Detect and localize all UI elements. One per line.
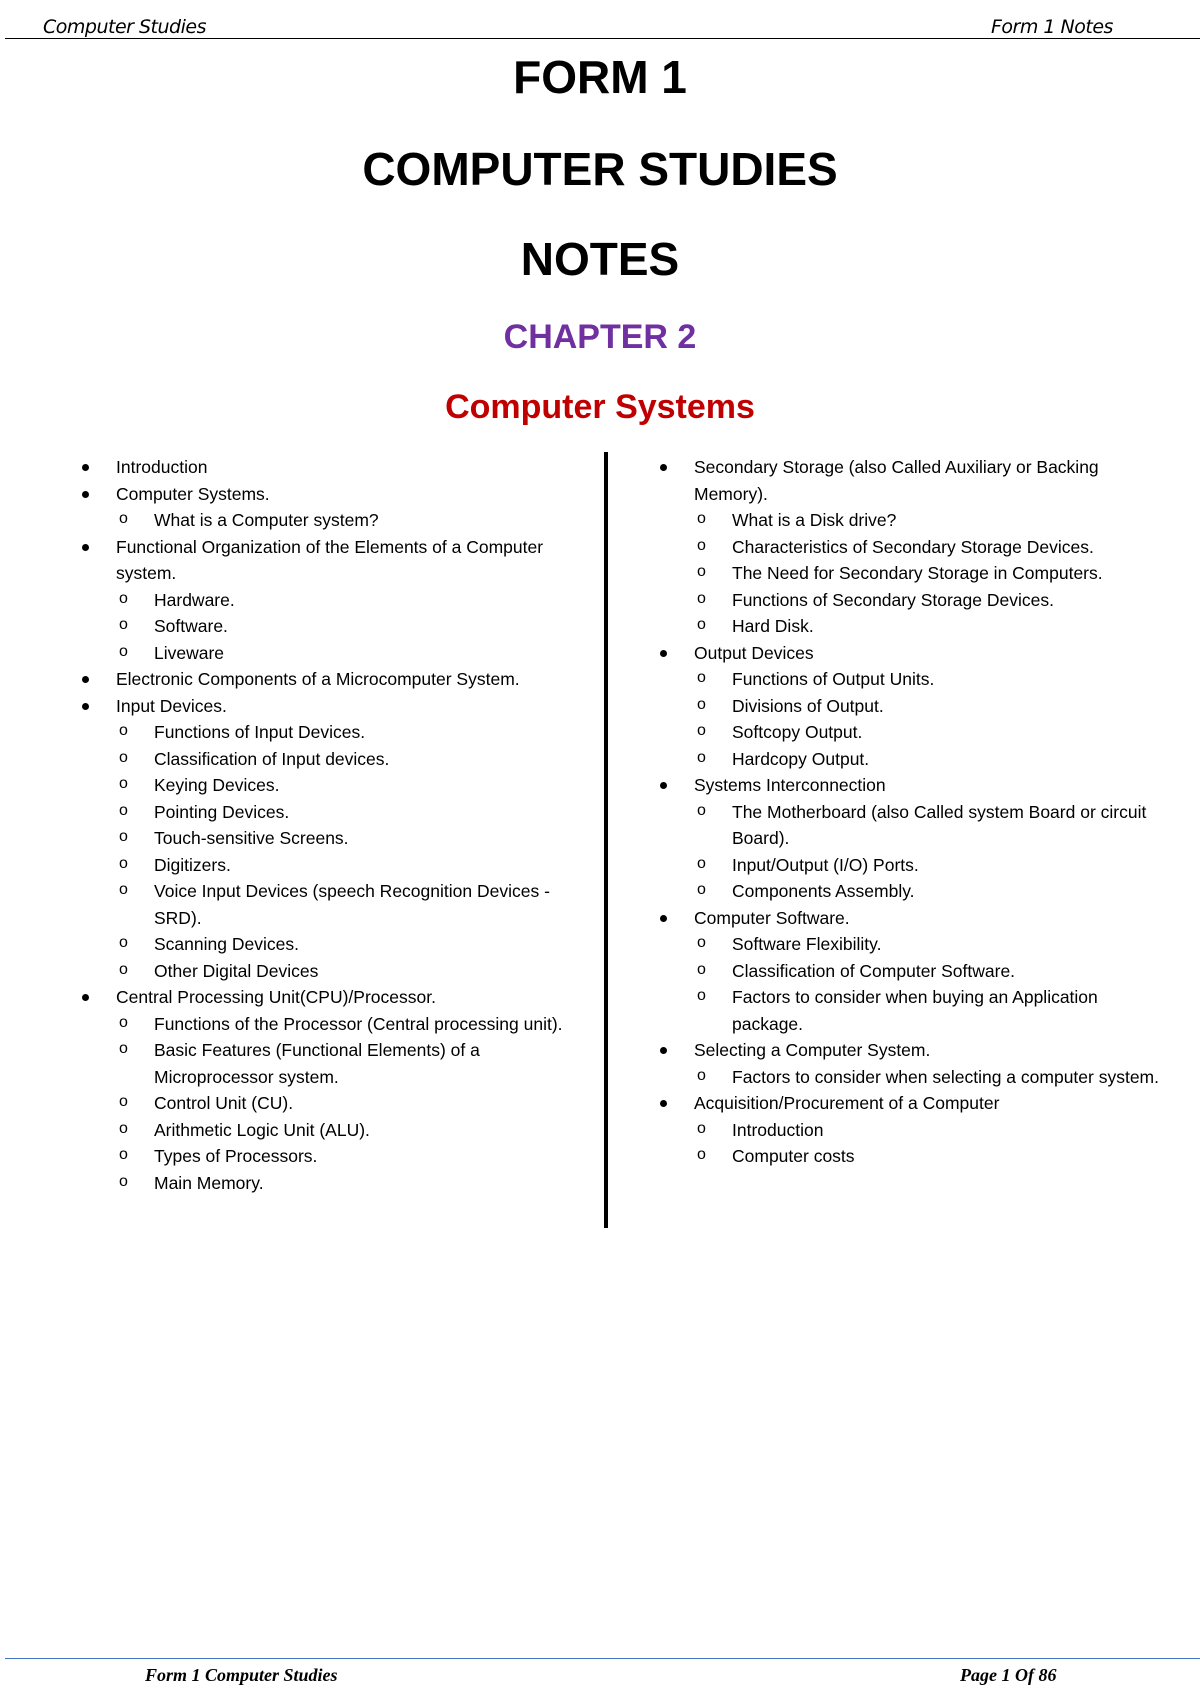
toc-subitem: o Characteristics of Secondary Storage Devices. [660,534,1160,561]
toc-subitem: o Voice Input Devices (speech Recognition Devices - SRD). [82,878,592,931]
toc-item-text: Output Devices [694,642,814,663]
toc-subitem: o Hardware. [82,587,592,614]
toc-item [660,905,1160,932]
toc-subitem: o Computer costs [660,1143,1160,1170]
toc-subitem-group [82,587,592,667]
toc-subitem: o Pointing Devices. [82,799,592,826]
toc-subitem: o Digitizers. [82,852,592,879]
toc-subitem: o Arithmetic Logic Unit (ALU). [82,1117,592,1144]
toc-item [660,454,1160,507]
toc-subitem-group [82,507,592,534]
toc-item-text: Input Devices. [116,695,227,716]
toc-item [82,693,592,720]
toc-subitem: o Control Unit (CU). [82,1090,592,1117]
toc-subitem: o Input/Output (I/O) Ports. [660,852,1160,879]
toc-sublist [660,1064,1160,1091]
toc-sublist [660,666,1160,772]
toc-subitem: o Other Digital Devices [82,958,592,985]
toc-subitem-group [82,1011,592,1197]
toc-subitem: o What is a Disk drive? [660,507,1160,534]
toc-left-column [82,454,592,1196]
toc-subitem: o Software Flexibility. [660,931,1160,958]
toc-item-text: Computer Systems. [116,483,270,504]
toc-subitem: o Divisions of Output. [660,693,1160,720]
toc-item-text: Computer Software. [694,907,850,928]
toc-subitem: o Keying Devices. [82,772,592,799]
toc-subitem-group [660,799,1160,905]
toc-item-text: Secondary Storage (also Called Auxiliary or Backing Memory). [694,457,1099,504]
toc-subitem: o Main Memory. [82,1170,592,1197]
toc-subitem: o Hardcopy Output. [660,746,1160,773]
toc-sublist [660,931,1160,1037]
toc-subitem: o Functions of Input Devices. [82,719,592,746]
toc-item [660,640,1160,667]
toc-item-text: Electronic Components of a Microcomputer System. [116,669,520,689]
toc-subitem: o Classification of Computer Software. [660,958,1160,985]
header-subject: Computer Studies [43,16,206,38]
toc-sublist [660,1117,1160,1170]
toc-item-text: Selecting a Computer System. [694,1040,931,1060]
toc-subitem: o Factors to consider when selecting a computer system. [660,1064,1160,1091]
toc-item [660,1037,1160,1064]
toc-subitem: o The Motherboard (also Called system Board or circuit Board). [660,799,1160,852]
toc-item-text: Acquisition/Procurement of a Computer [694,1093,1000,1113]
toc-subitem-group [660,931,1160,1037]
toc-item [82,534,592,587]
topic-heading: Computer Systems [445,388,755,426]
toc-item [82,481,592,508]
toc-subitem-group [660,507,1160,640]
toc-subitem: o Scanning Devices. [82,931,592,958]
toc-subitem-group [660,1117,1160,1170]
document-title-form: FORM 1 [513,51,687,103]
toc-subitem: o Introduction [660,1117,1160,1144]
toc-subitem: o Touch-sensitive Screens. [82,825,592,852]
toc-item [82,984,592,1011]
toc-sublist [82,719,592,984]
toc-subitem: o Softcopy Output. [660,719,1160,746]
column-divider [604,452,608,1228]
toc-item [82,454,592,481]
toc-sublist [82,1011,592,1197]
toc-sublist [82,587,592,667]
toc-subitem: o Classification of Input devices. [82,746,592,773]
chapter-heading: CHAPTER 2 [503,318,697,356]
toc-subitem: o Functions of Secondary Storage Devices. [660,587,1160,614]
toc-sublist [82,507,592,534]
toc-subitem-group [660,1064,1160,1091]
toc-subitem: o Components Assembly. [660,878,1160,905]
page-footer [5,1658,1200,1691]
toc-subitem: o Liveware [82,640,592,667]
toc-item [660,772,1160,799]
toc-item-text: Central Processing Unit(CPU)/Processor. [116,987,436,1007]
document-title-subject: COMPUTER STUDIES [362,143,838,195]
toc-subitem: o The Need for Secondary Storage in Computers. [660,560,1160,587]
toc-item-text: Systems Interconnection [694,775,886,795]
document-title-notes: NOTES [520,233,680,285]
toc-subitem-group [660,666,1160,772]
toc-subitem: o Basic Features (Functional Elements) of a Microprocessor system. [82,1037,592,1090]
toc-subitem: o Types of Processors. [82,1143,592,1170]
toc-item-text: Functional Organization of the Elements of a Computer system. [116,536,544,583]
toc-item [82,666,592,693]
toc-sublist [660,507,1160,640]
toc-subitem: o Software. [82,613,592,640]
page-number: Page 1 Of 86 [960,1665,1057,1685]
toc-subitem: o Factors to consider when buying an Application package. [660,984,1160,1037]
footer-title: Form 1 Computer Studies [145,1665,338,1685]
toc-right-column [660,454,1160,1170]
toc-subitem: o Hard Disk. [660,613,1160,640]
toc-subitem-group [82,719,592,984]
page-header [5,14,1200,39]
toc-item [660,1090,1160,1117]
toc-subitem: o Functions of Output Units. [660,666,1160,693]
header-form: Form 1 Notes [991,16,1113,38]
toc-subitem: o Functions of the Processor (Central processing unit). [82,1011,592,1038]
toc-sublist [660,799,1160,905]
toc-item-text: Introduction [116,457,208,477]
toc-subitem: o What is a Computer system? [82,507,592,534]
